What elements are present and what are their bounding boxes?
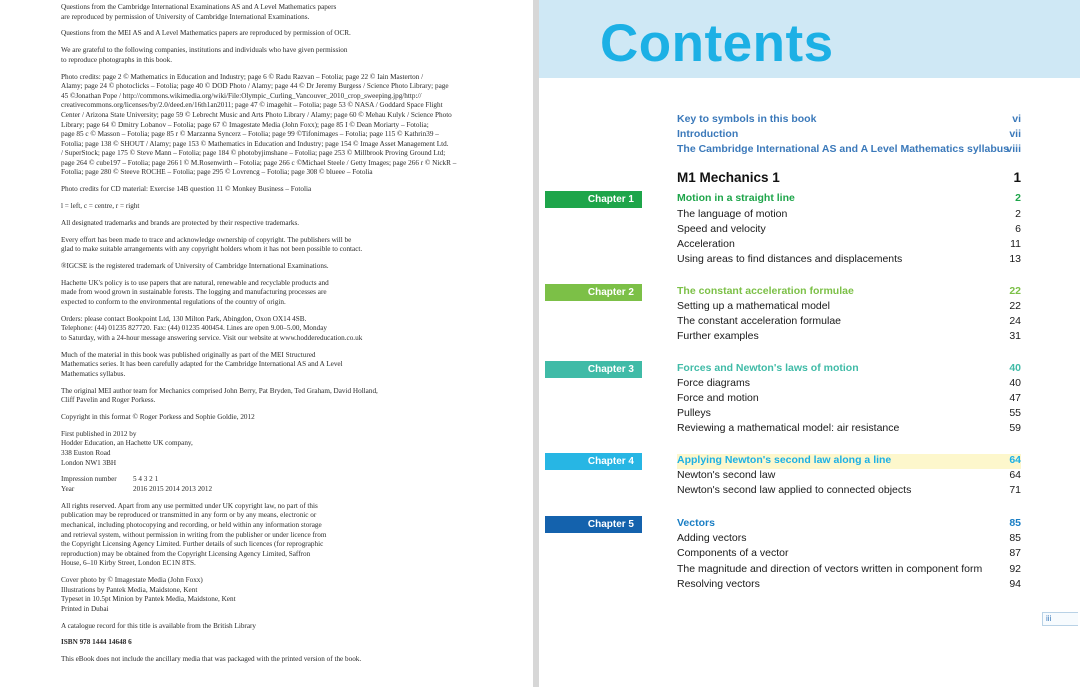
contents-page — [539, 0, 1080, 687]
section-page: 24 — [1009, 315, 1021, 327]
section-title: Force and motion — [677, 392, 759, 404]
copyright-paragraph: Hachette UK's policy is to use papers that are natural, renewable and recyclable products and made from wood grown in sustainable forests. The logging and manufacturing processes are expected to conform to the environmental regulations of the country of origin. — [61, 278, 329, 306]
section-link[interactable] — [677, 253, 1021, 268]
section-title: Reviewing a mathematical model: air resistance — [677, 422, 900, 434]
copyright-paragraph: Orders: please contact Bookpoint Ltd, 130 Milton Park, Abingdon, Oxon OX14 4SB. Telephone: (44) 01235 827720. Fax: (44) 01235 400454. Lines are open 9.00–5.00, Monday to Saturday, with a 24-hour message answering service. Visit our website at www.hoddereducation.co.uk — [61, 314, 363, 342]
rights-paragraph: All rights reserved. Apart from any use permitted under UK copyright law, no part of this publication may be reproduced or transmitted in any form or by any means, electronic or mechanical, including photocopying and recording, or held within any information storage and retrieval system, without permission in writing from the publisher or under licence from the Copyright Licensing Agency Limited. Further details of such licences (for reprographic reproduction) may be obtained from the Copyright Licensing Agency Limited, Saffron House, 6–10 Kirby Street, London EC1N 8TS. — [61, 501, 327, 568]
section-title: The language of motion — [677, 208, 788, 220]
year-value: 2016 2015 2014 2013 2012 — [133, 484, 213, 493]
section-title: Further examples — [677, 330, 759, 342]
section-link[interactable] — [677, 547, 1021, 562]
section-title: Setting up a mathematical model — [677, 300, 830, 312]
page-number: iii — [1042, 612, 1078, 626]
section-link[interactable] — [677, 469, 1021, 484]
chapter-2-tab: Chapter 2 — [545, 284, 642, 301]
section-page: 22 — [1009, 300, 1021, 312]
copyright-paragraph: ®IGCSE is the registered trademark of University of Cambridge International Examinations. — [61, 261, 329, 270]
section-page: 59 — [1009, 422, 1021, 434]
impression-row — [61, 475, 521, 485]
section-link[interactable] — [677, 484, 1021, 499]
copyright-paragraph: Questions from the MEI AS and A Level Mathematics papers are reproduced by permission of OCR. — [61, 29, 351, 38]
section-title: The constant acceleration formulae — [677, 315, 842, 327]
chapter-3-tab: Chapter 3 — [545, 361, 642, 378]
chapter-page: 64 — [1009, 454, 1021, 466]
section-page: 94 — [1009, 578, 1021, 590]
chapter-title: Applying Newton's second law along a line — [677, 454, 892, 466]
section-page: 31 — [1009, 330, 1021, 342]
section-page: 2 — [1015, 208, 1021, 220]
copyright-page — [0, 0, 533, 687]
section-page: 71 — [1009, 484, 1021, 496]
chapter-5-tab: Chapter 5 — [545, 516, 642, 533]
section-link[interactable] — [677, 315, 1021, 330]
toc-link-title: Introduction — [677, 128, 739, 140]
chapter-4-tab: Chapter 4 — [545, 453, 642, 470]
section-title: Speed and velocity — [677, 223, 766, 235]
chapter-5-link[interactable] — [677, 517, 1021, 532]
publisher-address: First published in 2012 by Hodder Education, an Hachette UK company, 338 Euston Road London NW1 3BH — [61, 429, 193, 467]
section-title: Resolving vectors — [677, 578, 760, 590]
ebook-note: This eBook does not include the ancillary media that was packaged with the printed version of the book. — [61, 655, 362, 664]
toc-link-title: The Cambridge International AS and A Level Mathematics syllabus — [677, 143, 1009, 155]
copyright-paragraph: Every effort has been made to trace and acknowledge ownership of copyright. The publishers will be glad to make suitable arrangements with any copyright holders whom it has not been possible to contact. — [61, 235, 363, 254]
copyright-paragraph: Much of the material in this book was published originally as part of the MEI Structured Mathematics series. It has been carefully adapted for the Cambridge International AS and A Level Mathematics syllabus. — [61, 350, 343, 378]
toc-link-title: Key to symbols in this book — [677, 113, 817, 125]
section-page: 40 — [1009, 377, 1021, 389]
cover-credits: Cover photo by © Imagestate Media (John Foxx) Illustrations by Pantek Media, Maidstone, Kent Typeset in 10.5pt Minion by Pantek Media, Maidstone, Kent Printed in Dubai — [61, 576, 236, 613]
section-link[interactable] — [677, 238, 1021, 253]
toc-link-syllabus[interactable] — [677, 143, 1021, 158]
section-link[interactable] — [677, 563, 1021, 578]
section-link[interactable] — [677, 422, 1021, 437]
section-page: 55 — [1009, 407, 1021, 419]
copyright-text-block — [61, 3, 521, 672]
section-link[interactable] — [677, 330, 1021, 345]
impression-label: Impression number — [61, 475, 117, 484]
chapter-page: 85 — [1009, 517, 1021, 529]
section-title: The magnitude and direction of vectors written in component form — [677, 563, 983, 575]
chapter-1-link[interactable] — [677, 192, 1021, 207]
catalogue-note: A catalogue record for this title is available from the British Library — [61, 621, 256, 630]
chapter-2-link[interactable] — [677, 285, 1021, 300]
page-title: Contents — [600, 14, 834, 73]
section-link[interactable] — [677, 578, 1021, 593]
section-title: Adding vectors — [677, 532, 747, 544]
section-page: 92 — [1009, 563, 1021, 575]
chapter-title: Forces and Newton's laws of motion — [677, 362, 859, 374]
section-link[interactable] — [677, 223, 1021, 238]
isbn: ISBN 978 1444 14648 6 — [61, 638, 132, 647]
chapter-page: 22 — [1009, 285, 1021, 297]
copyright-paragraph: We are grateful to the following companies, institutions and individuals who have given permission to reproduce photographs in this book. — [61, 46, 348, 64]
section-page: 11 — [1010, 238, 1021, 250]
copyright-paragraph: Photo credits for CD material: Exercise 14B question 11 © Monkey Business – Fotolia — [61, 185, 312, 194]
year-row — [61, 485, 521, 495]
chapter-page: 2 — [1015, 192, 1021, 204]
chapter-page: 40 — [1009, 362, 1021, 374]
section-link[interactable] — [677, 300, 1021, 315]
section-title: Components of a vector — [677, 547, 789, 559]
chapter-1-tab: Chapter 1 — [545, 191, 642, 208]
section-page: 64 — [1009, 469, 1021, 481]
book-heading — [677, 170, 1021, 188]
toc-link-page: viii — [1006, 143, 1021, 155]
section-title: Newton's second law — [677, 469, 776, 481]
contents-banner — [539, 0, 1080, 78]
chapter-title: Motion in a straight line — [677, 192, 795, 204]
section-page: 47 — [1009, 392, 1021, 404]
book-title: M1 Mechanics 1 — [677, 170, 780, 185]
toc-link-page: vii — [1009, 128, 1021, 140]
book-page: 1 — [1013, 170, 1021, 185]
section-link[interactable] — [677, 407, 1021, 422]
chapter-4-link[interactable] — [677, 454, 1021, 469]
section-page: 13 — [1009, 253, 1021, 265]
section-page: 6 — [1015, 223, 1021, 235]
toc-link-page: vi — [1012, 113, 1021, 125]
section-title: Acceleration — [677, 238, 735, 250]
chapter-title: The constant acceleration formulae — [677, 285, 854, 297]
section-title: Newton's second law applied to connected objects — [677, 484, 912, 496]
section-title: Pulleys — [677, 407, 711, 419]
copyright-paragraph: Questions from the Cambridge International Examinations AS and A Level Mathematics papers are reproduced by permission of University of Cambridge International Examinations. — [61, 3, 337, 21]
chapter-title: Vectors — [677, 517, 715, 529]
toc-link-key-to-symbols[interactable] — [677, 113, 1021, 128]
photo-credits: Photo credits: page 2 © Mathematics in Education and Industry; page 6 © Radu Razvan – Fotolia; page 22 © Iain Masterton / Alamy; page 24 © photoclicks – Fotolia; page 40 © DOD Photo / Alamy; page 44 © Dr Jeremy Burgess / Science Photo Library; page 45 ©Jonathan Pope / http://commons.wikimedia.org/wiki/File:Olympic_Curling_Vancouver_2010_crop_sweeping.jpg/http:// creativecommons.org/licenses/by/2.0/deed.en/16th1an2011; page 47 © imagehit – Fotolia; page 53 © NASA / Goddard Space Flight Center / Arizona State University; page 59 © Lebrecht Music and Arts Photo Library / Alamy; page 60 © Mehau Kulyk / Science Photo Library; page 64 © Dmitry Lobanov – Fotolia; page 67 © Imagestate Media (John Foxx); page 85 I © Dean Moriarty – Fotolia; page 85 c © Masson – Fotolia; page 85 r © Marzanna Syncerz – Fotolia; page 99 ©Tifonimages – Fotolia; page 115 © Kathrin39 – Fotolia; page 138 © SHOUT / Alamy; page 153 © Mathematics in Education and Industry; page 154 © Image Asset Management Ltd. / SuperStock; page 175 © Steve Mann – Fotolia; page 184 © photobyjimshane – Fotolia; page 253 © Millbrook Proving Ground Ltd; page 264 © cube197 – Fotolia; page 266 l © M.Rosenwirth – Fotolia; page 266 c ©Michael Steele / Getty Images; page 266 r © NickR – Fotolia; page 280 © Steeve ROCHE – Fotolia; page 295 © Lovrencg – Fotolia; page 308 © blueee – Fotolia — [61, 72, 457, 177]
year-label: Year — [61, 484, 75, 493]
section-link[interactable] — [677, 208, 1021, 223]
section-title: Using areas to find distances and displacements — [677, 253, 903, 265]
section-link[interactable] — [677, 532, 1021, 547]
impression-value: 5 4 3 2 1 — [133, 475, 159, 484]
toc-link-introduction[interactable] — [677, 128, 1021, 143]
section-page: 85 — [1009, 532, 1021, 544]
section-page: 87 — [1009, 547, 1021, 559]
section-title: Force diagrams — [677, 377, 750, 389]
copyright-paragraph: Copyright in this format © Roger Porkess and Sophie Goldie, 2012 — [61, 413, 255, 422]
chapter-3-link[interactable] — [677, 362, 1021, 377]
section-link[interactable] — [677, 392, 1021, 407]
copyright-paragraph: All designated trademarks and brands are protected by their respective trademarks. — [61, 218, 300, 227]
copyright-paragraph: The original MEI author team for Mechanics comprised John Berry, Pat Bryden, Ted Graham, David Holland, Cliff Pavelin and Roger Porkess. — [61, 386, 378, 405]
section-link[interactable] — [677, 377, 1021, 392]
copyright-paragraph: l = left, c = centre, r = right — [61, 202, 140, 211]
